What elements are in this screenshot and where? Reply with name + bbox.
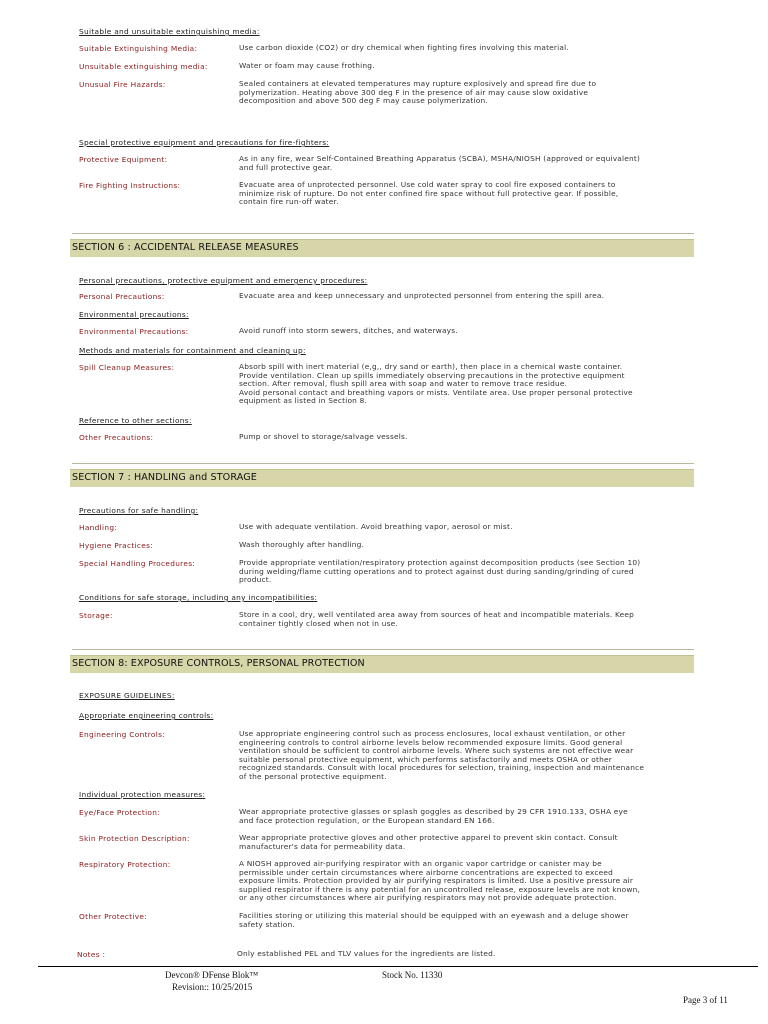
ppe-fire-heading: Special protective equipment and precautions for fire-fighters: [79,138,330,147]
extinguishing-media-heading: Suitable and unsuitable extinguishing media: [79,27,260,36]
field-value: Evacuate area of unprotected personnel. Use cold water spray to cool fire exposed containers to minimize risk of rupture. Do not enter confined fire space without full protective gear. If possible, contain fire run-off water. [239,180,619,207]
field-label: Engineering Controls: [79,730,166,739]
footer-product: Devcon® DFense Blok™ [165,970,259,980]
field-value: Water or foam may cause frothing. [239,61,375,70]
section-6-title: SECTION 6 : ACCIDENTAL RELEASE MEASURES [72,242,299,253]
section-7-title: SECTION 7 : HANDLING and STORAGE [72,472,257,483]
field-label: Unsuitable extinguishing media: [79,62,208,71]
containment-heading: Methods and materials for containment and cleaning up: [79,346,306,355]
field-value: Use with adequate ventilation. Avoid breathing vapor, aerosol or mist. [239,522,513,531]
reference-heading: Reference to other sections: [79,416,192,425]
field-label: Respiratory Protection: [79,860,171,869]
field-value: Wash thoroughly after handling. [239,540,365,549]
field-label: Other Protective: [79,912,148,921]
notes-value: Only established PEL and TLV values for the ingredients are listed. [237,949,496,958]
exposure-guidelines-heading: EXPOSURE GUIDELINES: [79,691,175,700]
section-7-header [70,469,694,487]
field-label: Suitable Extinguishing Media: [79,44,198,53]
field-value: Pump or shovel to storage/salvage vessels. [239,432,408,441]
field-label: Fire Fighting Instructions: [79,181,181,190]
field-value: Evacuate area and keep unnecessary and unprotected personnel from entering the spill area. [239,291,605,300]
footer-revision: Revision:: 10/25/2015 [172,982,253,992]
field-value: Sealed containers at elevated temperatures may rupture explosively and spread fire due to polymerization. Heating above 300 deg F in the presence of air may cause slow oxidative decomposition and above 500 deg F may cause polymerization. [239,79,597,106]
field-label: Skin Protection Description: [79,834,190,843]
divider [72,649,694,650]
footer-stock-number: Stock No. 11330 [382,970,443,980]
field-value: Provide appropriate ventilation/respiratory protection against decomposition products (see Section 10) during welding/flame cutting operations and to protect against dust during sanding/grinding of cured product. [239,558,641,585]
field-label: Other Precautions: [79,433,154,442]
field-value: Facilities storing or utilizing this material should be equipped with an eyewash and a deluge shower safety station. [239,911,629,929]
field-value: Avoid runoff into storm sewers, ditches, and waterways. [239,326,458,335]
field-label: Personal Precautions: [79,292,165,301]
field-label: Handling: [79,523,118,532]
footer-rule [38,966,758,967]
field-label: Unusual Fire Hazards: [79,80,166,89]
divider [72,233,694,234]
divider [72,463,694,464]
field-value: Wear appropriate protective glasses or splash goggles as described by 29 CFR 1910.133, OSHA eye and face protection regulation, or the European standard EN 166. [239,807,628,825]
engineering-controls-heading: Appropriate engineering controls: [79,711,214,720]
field-label: Protective Equipment: [79,155,168,164]
safe-storage-heading: Conditions for safe storage, including any incompatibilities: [79,593,318,602]
field-value: As in any fire, wear Self-Contained Breathing Apparatus (SCBA), MSHA/NIOSH (approved or equivalent) and full protective gear. [239,154,641,172]
page-number: Page 3 of 11 [683,995,728,1005]
environmental-precautions-heading: Environmental precautions: [79,310,189,319]
personal-precautions-heading: Personal precautions, protective equipment and emergency procedures: [79,276,368,285]
section-8-title: SECTION 8: EXPOSURE CONTROLS, PERSONAL PROTECTION [72,658,365,669]
field-value: Use appropriate engineering control such as process enclosures, local exhaust ventilation, or other engineering controls to control airborne levels below recommended exposure limits. Good general ventilation should be sufficient to control airborne levels. Where such systems are not effective wear suitable personal protective equipment, which performs satisfactorily and meets OSHA or other recognized standards. Consult with local procedures for selection, training, inspection and maintenance of the personal protective equipment. [239,729,645,781]
individual-protection-heading: Individual protection measures: [79,790,206,799]
field-value: Wear appropriate protective gloves and other protective apparel to prevent skin contact. Consult manufacturer's data for permeability data. [239,833,618,851]
section-6-header [70,239,694,257]
field-label: Storage: [79,611,113,620]
field-label: Spill Cleanup Measures: [79,363,175,372]
field-value: A NIOSH approved air-purifying respirator with an organic vapor cartridge or canister may be permissible under certain circumstances where airborne concentrations are expected to exceed exposure limits. Protection provided by air purifying respirators is limited. Use a positive pressure air supplied respirator if there is any potential for an uncontrolled release, exposure levels are not known, or any other circumstances where air purifying respirators may not provide adequate protection. [239,859,641,903]
field-value: Absorb spill with inert material (e,g,, dry sand or earth), then place in a chemical waste container. Provide ventilation. Clean up spills immediately observing precautions in the protective equipment section. After removal, flush spill area with soap and water to remove trace residue. Avoid personal contact and breathing vapors or mists. Ventilate area. Use proper personal protective equipment as listed in Section 8. [239,362,633,406]
field-label: Eye/Face Protection: [79,808,161,817]
safe-handling-heading: Precautions for safe handling: [79,506,199,515]
section-8-header [70,655,694,673]
field-label: Environmental Precautions: [79,327,189,336]
field-value: Store in a cool, dry, well ventilated area away from sources of heat and incompatible materials. Keep container tightly closed when not in use. [239,610,635,628]
field-label: Special Handling Procedures: [79,559,196,568]
field-value: Use carbon dioxide (CO2) or dry chemical when fighting fires involving this material. [239,43,569,52]
notes-label: Notes : [77,950,106,959]
field-label: Hygiene Practices: [79,541,154,550]
